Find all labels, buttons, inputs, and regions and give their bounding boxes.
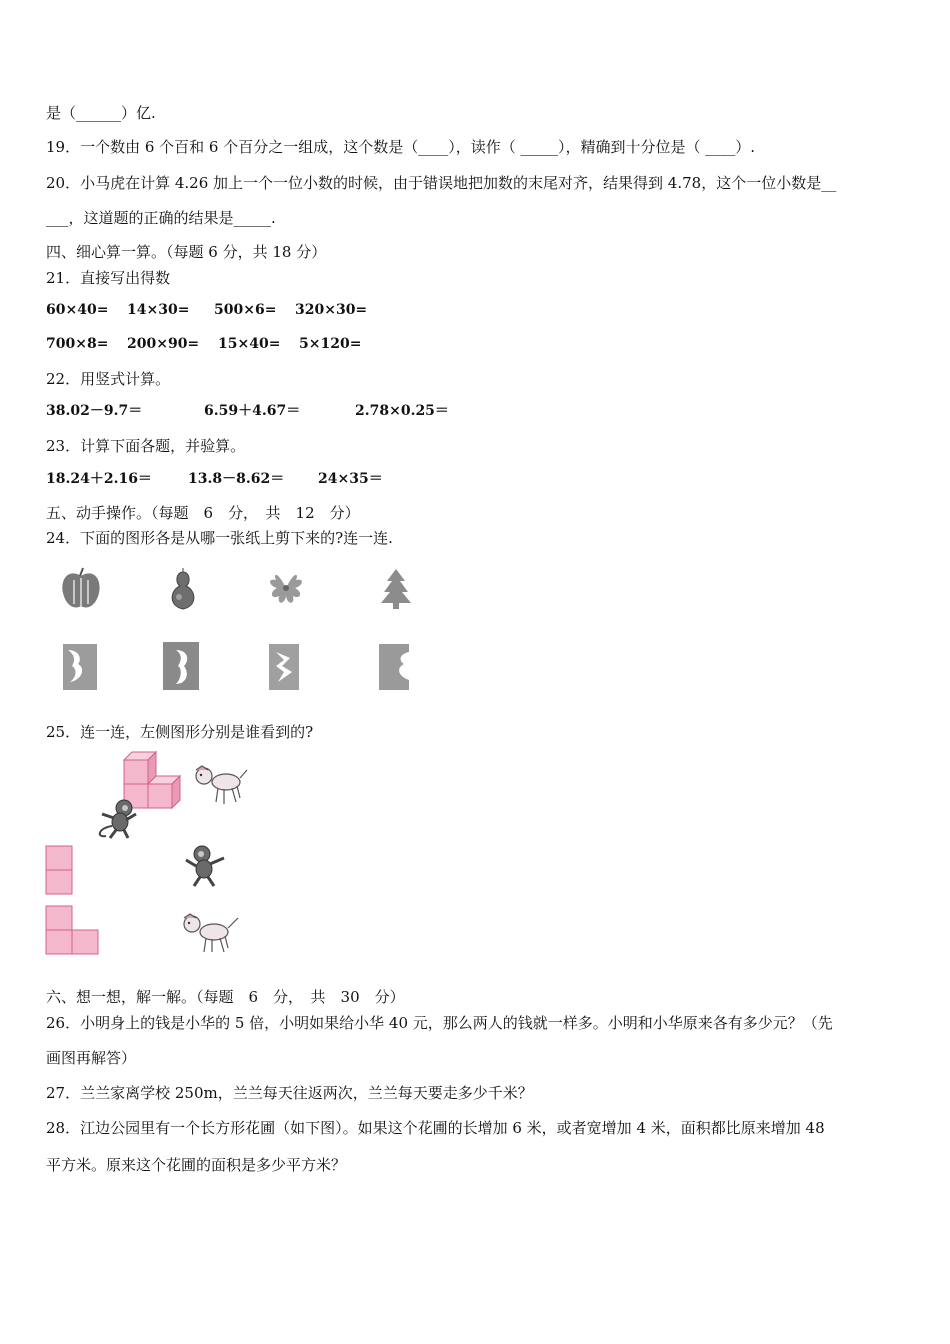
monkey-icon — [92, 796, 140, 840]
paper-sheet-icon — [160, 638, 202, 694]
paper-sheet-icon — [376, 640, 412, 694]
question-20-line2: ___，这道题的正确的结果是_____. — [46, 209, 276, 227]
q21-item: 500×6= — [214, 302, 277, 318]
question-24: 24．下面的图形各是从哪一张纸上剪下来的?连一连. — [46, 529, 393, 547]
question-26-line1: 26．小明身上的钱是小华的 5 倍，小明如果给小华 40 元，那么两人的钱就一样多。小明和小华原来各有多少元？（先 — [46, 1014, 833, 1032]
question-27: 27．兰兰家离学校 250m，兰兰每天往返两次，兰兰每天要走多少千米？ — [46, 1084, 533, 1102]
q18-tail: 是（______）亿. — [46, 104, 156, 122]
q22-item: 38.02－9.7＝ — [46, 403, 143, 419]
q21-item: 14×30= — [127, 302, 190, 318]
gourd-shape-icon — [162, 566, 204, 612]
q21-item: 60×40= — [46, 302, 109, 318]
q21-item: 320×30= — [295, 302, 368, 318]
monkey-icon — [182, 842, 230, 888]
question-28-line2: 平方米。原来这个花圃的面积是多少平方米？ — [46, 1156, 347, 1174]
q23-item: 24×35＝ — [318, 471, 383, 487]
question-22: 22．用竖式计算。 — [46, 370, 171, 388]
section-5-heading: 五、动手操作。（每题 6 分， 共 12 分） — [46, 504, 360, 522]
question-25: 25．连一连，左侧图形分别是谁看到的? — [46, 723, 314, 741]
question-20-line1: 20．小马虎在计算 4.26 加上一个一位小数的时候，由于错误地把加数的末尾对齐，结果得到 4.78，这个一位小数是__ — [46, 174, 837, 192]
q21-item: 5×120= — [299, 336, 362, 352]
view-two-squares-icon — [45, 845, 75, 897]
q21-item: 15×40= — [218, 336, 281, 352]
question-19: 19．一个数由 6 个百和 6 个百分之一组成，这个数是（____），读作（ _____），精确到十分位是（ ____）. — [46, 138, 756, 156]
paper-sheet-icon — [60, 640, 100, 694]
q21-item: 700×8= — [46, 336, 109, 352]
dog-icon — [190, 762, 250, 808]
apple-shape-icon — [58, 566, 104, 612]
q21-item: 200×90= — [127, 336, 200, 352]
question-26-line2: 画图再解答） — [46, 1049, 137, 1067]
leaf-flower-shape-icon — [263, 566, 309, 610]
q23-item: 18.24＋2.16＝ — [46, 471, 152, 487]
q22-item: 2.78×0.25＝ — [355, 403, 449, 419]
section-4-heading: 四、细心算一算。（每题 6 分，共 18 分） — [46, 243, 327, 261]
question-28-line1: 28．江边公园里有一个长方形花圃（如下图）。如果这个花圃的长增加 6 米，或者宽增加 4 米，面积都比原来增加 48 — [46, 1119, 825, 1137]
tree-shape-icon — [374, 566, 418, 612]
question-21: 21．直接写出得数 — [46, 269, 171, 287]
q22-item: 6.59＋4.67＝ — [204, 403, 301, 419]
question-23: 23．计算下面各题，并验算。 — [46, 437, 246, 455]
q23-item: 13.8－8.62＝ — [188, 471, 285, 487]
dog-icon — [180, 910, 242, 954]
view-l-shape-icon — [45, 905, 101, 957]
section-6-heading: 六、想一想，解一解。（每题 6 分， 共 30 分） — [46, 988, 405, 1006]
paper-sheet-icon — [266, 640, 302, 694]
